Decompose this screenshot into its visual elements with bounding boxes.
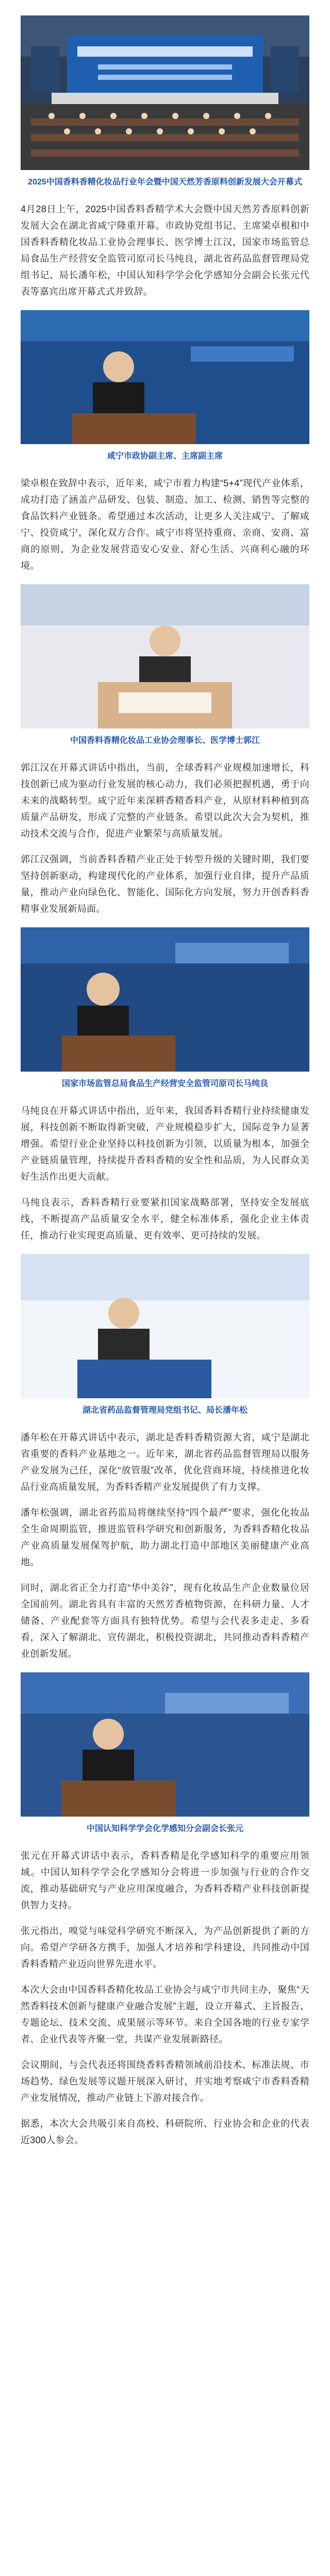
paragraph: 张元在开幕式讲话中表示，香料香精是化学感知科学的重要应用领域。中国认知科学学会化学感知分会将进一步加强与行业的合作交流，推动基础研究与产业应用深度融合，为香料香精产业科技创新提供智力支持。 <box>21 1851 309 1910</box>
speaker-icon <box>21 1672 309 1817</box>
speaker-photo <box>21 310 309 444</box>
paragraph: 据悉，本次大会共吸引来自高校、科研院所、行业协会和企业的代表近300人参会。 <box>21 2119 309 2145</box>
speaker-photo <box>21 1254 309 1398</box>
article-body <box>21 1848 309 2148</box>
article-body <box>21 201 309 300</box>
photo-caption: 2025中国香料香精化妆品行业年会暨中国天然芳香原料创新发展大会开幕式 <box>28 178 302 187</box>
speaker-photo <box>21 927 309 1072</box>
speaker-icon <box>21 584 309 728</box>
article-body <box>21 1103 309 1244</box>
paragraph: 马纯良表示，香料香精行业要紧扣国家战略部署，坚持安全发展底线，不断提高产品质量安全水平，健全标准体系，强化企业主体责任，推动行业实现更高质量、更有效率、更可持续的发展。 <box>21 1197 309 1241</box>
paragraph: 潘年松强调，湖北省药监局将继续坚持“四个最严”要求，强化化妆品全生命周期监管，推进监管科学研究和创新服务，为香料香精化妆品产业高质量发展保驾护航，助力湖北打造中部地区美丽健康产业高地。 <box>21 1507 309 1567</box>
speaker-icon <box>21 927 309 1072</box>
paragraph: 郭江汉在开幕式讲话中指出，当前，全球香料产业规模加速增长，科技创新已成为驱动行业发展的核心动力，我们必须把握机遇，勇于向未来的战略转型。咸宁近年来深耕香精香料产业，从原材料种植到高质量产品研发，形成了完整的产业链条。希望以此次大会为契机，推动技术交流与合作，促进产业繁荣与高质量发展。 <box>21 762 309 839</box>
photo-caption: 国家市场监管总局食品生产经营安全监管司原司长马纯良 <box>61 1079 268 1088</box>
conference-hall-photo <box>21 15 309 170</box>
article-body <box>21 759 309 917</box>
photo-caption: 中国香料香精化妆品工业协会理事长、医学博士郭江 <box>70 736 260 745</box>
paragraph: 本次大会由中国香料香精化妆品工业协会与咸宁市共同主办，聚焦“天然香料技术创新与健康产业融合发展”主题，设立开幕式、主旨报告、专题论坛、技术交流、成果展示等环节。来自全国各地的行业专家学者、企业代表等齐聚一堂，共谋产业发展新路径。 <box>21 1985 309 2044</box>
article-body <box>21 1429 309 1662</box>
paragraph: 会议期间，与会代表还将围绕香料香精领域前沿技术、标准法规、市场趋势、绿色发展等议题开展深入研讨，并实地考察咸宁市香料香精产业发展情况，推动产业链上下游对接合作。 <box>21 2060 309 2103</box>
speaker-icon <box>21 310 309 444</box>
paragraph: 潘年松在开幕式讲话中表示，湖北是香料香精资源大省，咸宁是湖北省重要的香料产业基地之一。近年来，湖北省药品监督管理局以服务产业发展为己任，深化“放管服”改革，优化营商环境，持续推进化妆品行业高质量发展，为香料香精产业发展提供了有力支撑。 <box>21 1432 309 1492</box>
conference-hall-icon <box>21 15 309 170</box>
paragraph: 马纯良在开幕式讲话中指出，近年来，我国香料香精行业持续健康发展，科技创新不断取得新突破，产业规模稳步扩大，国际竞争力显著增强。希望行业企业坚持以科技创新为引领，以质量为根本，加强全产业链质量管理，持续提升香料香精的安全性和品质，为人民群众美好生活作出更大贡献。 <box>21 1106 309 1182</box>
paragraph: 梁卓根在致辞中表示，近年来，咸宁市着力构建“5+4”现代产业体系，成功打造了涵盖产品研发、包装、制造、加工、检测、销售等完整的食品饮料产业链条。希望通过本次活动，让更多人关注咸宁、了解咸宁、投资咸宁，深化双方合作。咸宁市将坚持重商、亲商、安商、富商的原则，为企业发展营造安心安业、舒心生活、兴商利心融的环境。 <box>21 478 309 571</box>
photo-caption: 湖北省药品监督管理局党组书记、局长潘年松 <box>82 1406 248 1415</box>
paragraph: 张元指出，嗅觉与味觉科学研究不断深入，为产品创新提供了新的方向。希望产学研各方携手，加强人才培养和学科建设，共同推动中国香料香精产业迈向世界先进水平。 <box>21 1926 309 1969</box>
article-body <box>21 475 309 574</box>
speaker-photo <box>21 1672 309 1817</box>
speaker-photo <box>21 584 309 728</box>
paragraph: 4月28日上午，2025中国香料香精学术大会暨中国天然芳香原料创新发展大会在湖北省咸宁隆重开幕。市政协党组书记、主席梁卓根和中国香料香精化妆品工业协会理事长、医学博士江汉，国家市场监管总局食品生产经营安全监管司原司长马纯良，湖北省药品监督管理局党组书记、局长潘年松，中国认知科学学会化学感知分会副会长张元代表等嘉宾出席开幕式式并致辞。 <box>21 204 309 297</box>
paragraph: 郭江汉强调，当前香料香精产业正处于转型升级的关键时期，我们要坚持创新驱动，构建现代化的产业体系，加强行业自律，提升产品质量，推动产业向绿色化、智能化、国际化方向发展，努力开创香料香精事业发展新局面。 <box>21 854 309 914</box>
speaker-icon <box>21 1254 309 1398</box>
photo-caption: 中国认知科学学会化学感知分会副会长张元 <box>86 1824 243 1833</box>
paragraph: 同时，湖北省正全力打造“华中美谷”，现有化妆品生产企业数量位居全国前列。湖北省具有丰富的天然芳香植物资源，在科研力量、人才储备、产业配套等方面具有独特优势。希望与会代表多走走、多看看，深入了解湖北、宣传湖北，积极投资湖北，共同推动香料香精产业创新发展。 <box>21 1583 309 1659</box>
article <box>0 15 330 2576</box>
photo-caption: 咸宁市政协副主席、主席副主席 <box>107 452 223 461</box>
